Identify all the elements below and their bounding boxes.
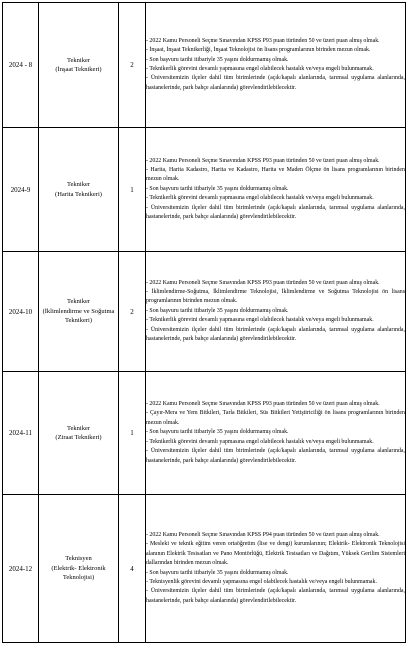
requirement-item: - Çayır-Mera ve Yem Bitkileri, Tarla Bitkileri, Süs Bitkileri Yetiştiriciliği ön lisans programlarının birinden mezun olmak.	[146, 410, 405, 426]
requirement-item: - Üniversitemizin ilçeler dahil tüm birimlerinde (açık/kapalı alanlarında, tarımsal uygulama alanlarında, hastanelerinde, park bahçe alanlarında) görevlendirilebilecektir.	[146, 204, 405, 221]
position-code: 2024-11	[3, 372, 39, 495]
requirement-item: - Mesleki ve teknik eğitim veren ortaöğretim (lise ve dengi) kurumlarının; Elektrik- Elektronik Teknolojisi alanının Elektrik Tesisatları ve Pano Montörlüğü, Elektrik Tesisatları ve Dağıtım, Yüksek Gerilim Sistemleri dallarından birinden mezun olmak.	[146, 541, 405, 567]
position-title: Tekniker	[66, 56, 90, 64]
requirement-item: - Teknisyenlik görevini devamlı yapmasına engel olabilecek hastalık ve/veya engeli bulunmamak.	[146, 578, 377, 585]
table-row	[3, 252, 406, 372]
position-subtitle: (İnşaat Teknikeri)	[55, 66, 102, 73]
requirement-item: - Teknikerlik görevini devamlı yapmasına engel olabilecek hastalık ve/veya engeli bulunmamak.	[146, 438, 374, 445]
position-code: 2024-10	[3, 252, 39, 372]
position-title: Teknisyen	[65, 555, 92, 563]
position-code: 2024-9	[3, 128, 39, 252]
position-code: 2024-12	[3, 495, 39, 643]
position-count: 2	[119, 3, 146, 128]
requirement-item: - Teknikerlik görevini devamlı yapmasına engel olabilecek hastalık ve/veya engeli bulunmamak.	[146, 195, 374, 202]
requirement-item: - İklimlendirme-Soğutma, İklimlendirme Teknolojisi, İklimlendirme ve Soğutma Teknolojisi ön lisans programlarının birinden mezun olmak.	[146, 288, 405, 305]
table-row	[3, 128, 406, 252]
requirements-cell	[146, 495, 406, 643]
position-title-cell	[39, 495, 119, 643]
requirement-item: - Son başvuru tarihi itibariyle 35 yaşını doldurmamış olmak.	[146, 307, 289, 314]
requirement-item: - Son başvuru tarihi itibariyle 35 yaşını doldurmamış olmak.	[146, 429, 289, 436]
position-count: 4	[119, 495, 146, 643]
position-title: Tekniker	[66, 424, 90, 432]
position-count: 2	[119, 252, 146, 372]
table-row	[3, 495, 406, 643]
position-code: 2024 - 8	[3, 3, 39, 128]
requirement-item: - 2022 Kamu Personeli Seçme Sınavından KPSS P93 puan türünden 50 ve üzeri puan almış olmak.	[146, 279, 380, 286]
requirements-cell	[146, 128, 406, 252]
requirements-cell	[146, 372, 406, 495]
requirement-item: - Teknikerlik görevini devamlı yapmasına engel olabilecek hastalık ve/veya engeli bulunmamak.	[146, 66, 374, 72]
requirement-item: - Teknikerlik görevini devamlı yapmasına engel olabilecek hastalık ve/veya engeli bulunmamak.	[146, 317, 374, 324]
position-subtitle: (Ziraat Teknikeri)	[55, 434, 102, 441]
requirements-cell	[146, 252, 406, 372]
requirement-item: - Son başvuru tarihi itibariyle 35 yaşını doldurmamış olmak.	[146, 185, 289, 192]
requirement-item: - 2022 Kamu Personeli Seçme Sınavından KPSS P93 puan türünden 50 ve üzeri puan almış olmak.	[146, 37, 380, 44]
position-title: Tekniker	[66, 298, 90, 306]
requirement-item: - 2022 Kamu Personeli Seçme Sınavından KPSS P93 puan türünden 50 ve üzeri puan almış olmak.	[146, 401, 380, 408]
requirement-item: - Son başvuru tarihi itibariyle 35 yaşını doldurmamış olmak.	[146, 56, 289, 63]
requirements-cell	[146, 3, 406, 128]
position-subtitle: (Elektrik- Elektronik Teknolojisi)	[51, 564, 106, 582]
requirement-item: - Üniversitemizin ilçeler dahil tüm birimlerinde (açık/kapalı alanlarında, tarımsal uygulama alanlarında, hastanelerinde, park bahçe alanlarında) görevlendirilebilecektir.	[146, 326, 405, 343]
requirement-item: - Üniversitemizin ilçeler dahil tüm birimlerinde (açık/kapalı alanlarında, tarımsal uygulama alanlarında, hastanelerinde, park bahçe alanlarında) görevlendirilebilecektir.	[146, 588, 405, 604]
position-title: Tekniker	[66, 181, 90, 189]
job-requirements-table	[2, 2, 406, 643]
requirement-item: - Son başvuru tarihi itibariyle 35 yaşını doldurmamış olmak.	[146, 569, 289, 576]
position-title-cell	[39, 128, 119, 252]
position-title-cell	[39, 252, 119, 372]
position-count: 1	[119, 372, 146, 495]
position-title-cell	[39, 3, 119, 128]
requirement-item: - 2022 Kamu Personeli Seçme Sınavından KPSS P94 puan türünden 50 ve üzeri puan almış olmak.	[146, 531, 380, 538]
table-row	[3, 372, 406, 495]
table-body	[3, 3, 406, 643]
requirement-item: - İnşaat, İnşaat Teknikerliği, İnşaat Teknolojisi ön lisans programlarının birinden mezun olmak.	[146, 47, 371, 54]
position-count: 1	[119, 128, 146, 252]
requirement-item: - Üniversitemizin ilçeler dahil tüm birimlerinde (açık/kapalı alanlarında, tarımsal uygulama alanlarında, hastanelerinde, park bahçe alanlarında) görevlendirilebilecektir.	[146, 75, 405, 91]
requirement-item: - Üniversitemizin ilçeler dahil tüm birimlerinde (açık/kapalı alanlarında, tarımsal uygulama alanlarında, hastanelerinde, park bahçe alanlarında) görevlendirilebilecektir.	[146, 448, 405, 464]
position-title-cell	[39, 372, 119, 495]
position-subtitle: (İklimlendirme ve Soğutma Teknikeri)	[42, 307, 115, 325]
requirement-item: - 2022 Kamu Personeli Seçme Sınavından KPSS P93 puan türünden 50 ve üzeri puan almış olmak.	[146, 157, 380, 164]
position-subtitle: (Harita Teknikeri)	[55, 190, 102, 198]
requirement-item: - Harita, Harita Kadastro, Harita ve Kadastro, Harita ve Maden Ölçme ön lisans programlarının birinden mezun olmak.	[146, 166, 405, 183]
table-row	[3, 3, 406, 128]
